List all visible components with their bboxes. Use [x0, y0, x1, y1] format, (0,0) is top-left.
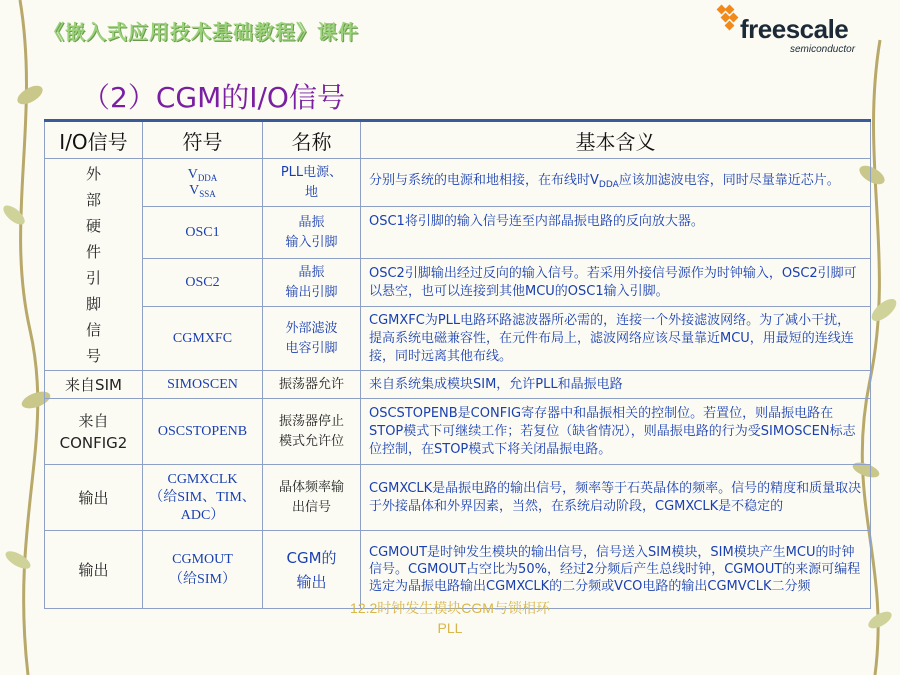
- name-cell: 外部滤波 电容引脚: [263, 307, 361, 371]
- meaning-cell: OSC2引脚输出经过反向的输入信号。若采用外接信号源作为时钟输入，OSC2引脚可以悬空，也可以连接到其他MCU的OSC1输入引脚。: [361, 259, 871, 307]
- name-cell: CGM的 输出: [263, 531, 361, 609]
- header-io: I/O信号: [45, 121, 143, 159]
- symbol-cell: OSCSTOPENB: [143, 399, 263, 465]
- logo-tagline: semiconductor: [790, 44, 856, 55]
- name-cell: 晶振 输入引脚: [263, 207, 361, 259]
- table-row: [45, 531, 871, 609]
- course-title: 《嵌入式应用技术基础教程》课件: [44, 20, 359, 44]
- name-cell: 晶振 输出引脚: [263, 259, 361, 307]
- table-row: [45, 307, 871, 371]
- symbol-cell: OSC1: [143, 207, 263, 259]
- logo-brand: freescale: [740, 14, 849, 44]
- io-cell: 来自 CONFIG2: [45, 399, 143, 465]
- table-row: [45, 399, 871, 465]
- footer-section-title: 12.2时钟发生模块CGM与锁相环: [350, 600, 550, 616]
- table-header-row: [45, 121, 871, 159]
- symbol-cell: CGMOUT （给SIM）: [143, 531, 263, 609]
- symbol-cell: CGMXFC: [143, 307, 263, 371]
- name-cell: 振荡器允许: [263, 371, 361, 399]
- io-cell: 输出: [45, 531, 143, 609]
- meaning-cell: OSCSTOPENB是CONFIG寄存器中和晶振相关的控制位。若置位，则晶振电路在STOP模式下可继续工作；若复位（缺省情况），则晶振电路的行为受SIMOSCEN标志位控制，在STOP模式下将关闭晶振电路。: [361, 399, 871, 465]
- io-cell: 输出: [45, 465, 143, 531]
- table-row: [45, 159, 871, 207]
- table-row: [45, 207, 871, 259]
- table-row: [45, 465, 871, 531]
- freescale-logo: [710, 4, 870, 56]
- io-group-external-pins: 外 部 硬 件 引 脚 信 号: [45, 159, 143, 371]
- header-meaning: 基本含义: [361, 121, 871, 159]
- meaning-cell: OSC1将引脚的输入信号连至内部晶振电路的反向放大器。: [361, 207, 871, 259]
- io-cell: 来自SIM: [45, 371, 143, 399]
- footer-section-title-cont: PLL: [437, 620, 463, 636]
- slide-title: （2）CGM的I/O信号: [82, 81, 345, 114]
- name-cell: 晶体频率输 出信号: [263, 465, 361, 531]
- symbol-cell: OSC2: [143, 259, 263, 307]
- header-name: 名称: [263, 121, 361, 159]
- name-cell: PLL电源、 地: [263, 159, 361, 207]
- meaning-cell: CGMOUT是时钟发生模块的输出信号，信号送入SIM模块，SIM模块产生MCU的时钟信号。CGMOUT占空比为50%，经过2分频后产生总线时钟，CGMOUT的来源可编程选定为晶振电路输出CGMXCLK的二分频或VCO电路的输出CGMVCLK二分频: [361, 531, 871, 609]
- cgm-io-signal-table: [44, 119, 871, 609]
- symbol-cell: CGMXCLK （给SIM、TIM、 ADC）: [143, 465, 263, 531]
- name-cell: 振荡器停止 模式允许位: [263, 399, 361, 465]
- meaning-cell: CGMXCLK是晶振电路的输出信号，频率等于石英晶体的频率。信号的精度和质量取决于外接晶体和外界因素，当然，在系统启动阶段，CGMXCLK是不稳定的: [361, 465, 871, 531]
- symbol-cell: $V_{DDA}$ $V_{SSA}$: [143, 159, 263, 207]
- table-row: [45, 259, 871, 307]
- symbol-cell: SIMOSCEN: [143, 371, 263, 399]
- freescale-logo-mark-icon: [712, 4, 742, 38]
- table-row: [45, 371, 871, 399]
- header-symbol: 符号: [143, 121, 263, 159]
- meaning-cell: CGMXFC为PLL电路环路滤波器所必需的，连接一个外接滤波网络。为了减小干扰，提高系统电磁兼容性，在元件布局上，滤波网络应该尽量靠近MCU，用最短的连线连接，同时远离其他布线。: [361, 307, 871, 371]
- meaning-cell: 分别与系统的电源和地相接，在布线时$V_{DDA}$应该加滤波电容，同时尽量靠近芯片。: [361, 159, 871, 207]
- meaning-cell: 来自系统集成模块SIM，允许PLL和晶振电路: [361, 371, 871, 399]
